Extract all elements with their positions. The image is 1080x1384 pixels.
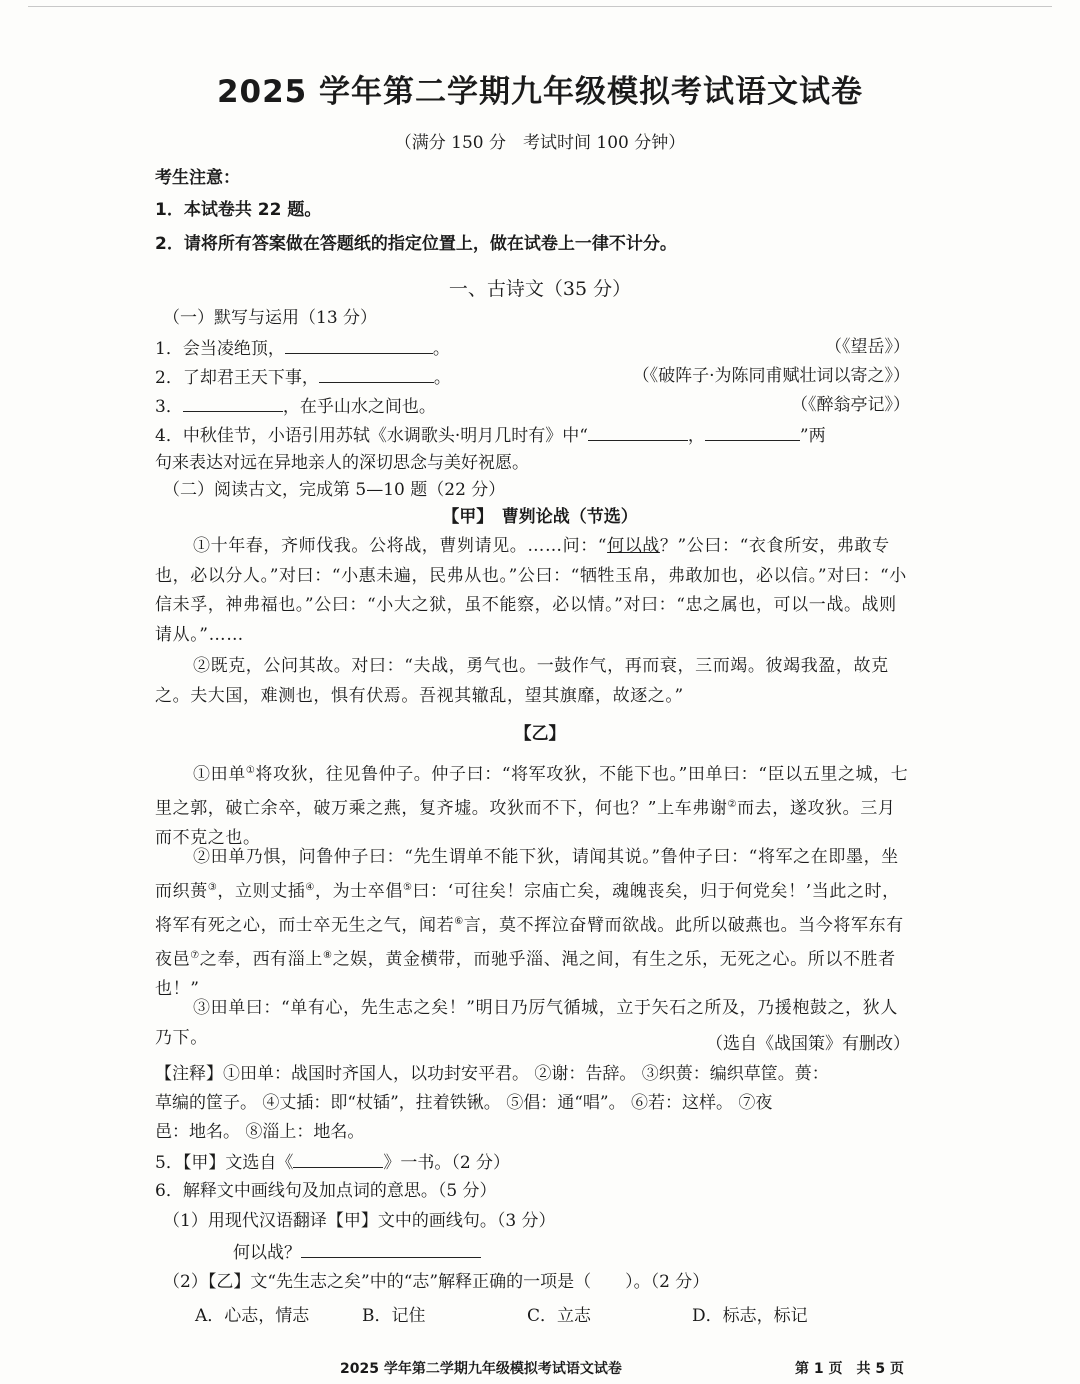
q1-source: （《望岳》） bbox=[825, 337, 910, 357]
yi-p2-a: ②田单乃惧，问鲁仲子曰：“先生谓单不能下狄，请闻其说。”鲁仲子曰：“将军之在即墨，坐而织蒉 bbox=[155, 847, 899, 902]
page-number: 第 1 页 共 5 页 bbox=[795, 1361, 904, 1377]
note-marker: ③ bbox=[207, 881, 218, 893]
answer-blank[interactable] bbox=[293, 1151, 383, 1168]
answer-blank[interactable] bbox=[705, 424, 800, 441]
passage-jia-p2: ②既克，公问其故。对曰：“夫战，勇气也。一鼓作气，再而衰，三而竭。彼竭我盈，故克之。夫大国，难测也，惧有伏焉。吾视其辙乱，望其旗靡，故逐之。” bbox=[155, 656, 889, 706]
passage-yi-title: 【乙】 bbox=[514, 724, 566, 744]
jia-p1-start: ①十年春，齐师伐我。公将战，曹刿请见。……问：“ bbox=[193, 536, 608, 556]
yi-p2-g: 之娱，黄金横带，而驰乎淄、渑之间，有生之乐，无死之心。所以不胜者也！” bbox=[155, 949, 896, 999]
note-marker: ⑧ bbox=[322, 949, 333, 961]
notice-heading: 考生注意： bbox=[155, 168, 240, 188]
question-4 bbox=[155, 424, 826, 446]
yi-p2-d: 曰：‘可往矣！宗庙亡矣，魂魄丧矣，归于何党矣！’当此之时，将军有死之心，而士卒无生之气，闻若 bbox=[155, 881, 900, 936]
q5-text: 5．【甲】文选自《 bbox=[155, 1153, 294, 1173]
q2-source: （《破阵子·为陈同甫赋壮词以寄之》） bbox=[632, 366, 910, 386]
part2-heading: （二）阅读古文，完成第 5—10 题（22 分） bbox=[163, 480, 506, 500]
passage-jia-title: 【甲】 曹刿论战（节选） bbox=[442, 507, 638, 527]
section-heading: 一、古诗文（35 分） bbox=[448, 278, 632, 300]
note-marker: ④ bbox=[305, 881, 315, 893]
q3-end: ，在乎山水之间也。 bbox=[282, 397, 436, 417]
q4-text: 4．中秋佳节，小语引用苏轼《水调歌头·明月几时有》中“ bbox=[155, 426, 588, 446]
question-3 bbox=[155, 395, 436, 417]
yi-p2-c: ，为士卒倡 bbox=[314, 881, 403, 902]
subtitle: （满分 150 分 考试时间 100 分钟） bbox=[394, 133, 686, 153]
q5-end: 》一书。（2 分） bbox=[383, 1153, 511, 1173]
footer-title: 2025 学年第二学期九年级模拟考试语文试卷 bbox=[340, 1361, 622, 1377]
question-6: 6．解释文中画线句及加点词的意思。（5 分） bbox=[155, 1181, 497, 1201]
option-b[interactable]: B．记住 bbox=[362, 1306, 426, 1326]
note-marker: ⑥ bbox=[454, 915, 464, 927]
underlined-sentence: 何以战 bbox=[607, 536, 660, 556]
notes-line-3: 邑：地名。 ⑧淄上：地名。 bbox=[155, 1122, 365, 1142]
notice-item-1: 1．本试卷共 22 题。 bbox=[155, 200, 322, 220]
question-6-1-answer bbox=[233, 1241, 481, 1263]
question-2 bbox=[155, 366, 451, 388]
question-5 bbox=[155, 1151, 510, 1173]
q4-tail: ”两 bbox=[799, 426, 826, 446]
page-title: 2025 学年第二学期九年级模拟考试语文试卷 bbox=[216, 74, 864, 110]
passage-yi-p1 bbox=[155, 756, 910, 854]
q2-text: 2．了却君王天下事， bbox=[155, 368, 319, 388]
option-a[interactable]: A．心志，情志 bbox=[195, 1306, 310, 1326]
q2-end: 。 bbox=[433, 368, 451, 388]
q4-comma: ， bbox=[687, 426, 705, 446]
answer-blank[interactable] bbox=[301, 1241, 481, 1258]
passage-source: （选自《战国策》有删改） bbox=[706, 1034, 910, 1054]
question-6-2: （2）【乙】文“先生志之矣”中的“志”解释正确的一项是（ ）。（2 分） bbox=[163, 1272, 710, 1292]
note-marker: ② bbox=[727, 799, 738, 811]
passage-yi-p2 bbox=[155, 843, 910, 1004]
answer-blank[interactable] bbox=[183, 395, 283, 412]
notes-line-2: 草编的筐子。 ④丈插：即“杖锸”，拄着铁锹。 ⑤倡：通“唱”。 ⑥若：这样。 ⑦夜 bbox=[155, 1093, 773, 1113]
yi-p2-f: 之奉，西有淄上 bbox=[199, 949, 323, 970]
note-marker: ① bbox=[245, 765, 256, 776]
question-1 bbox=[155, 337, 450, 359]
q6-1-prompt: 何以战？ bbox=[233, 1243, 301, 1263]
yi-p1-a: ①田单 bbox=[193, 764, 246, 785]
passage-jia-p1 bbox=[155, 532, 910, 650]
answer-blank[interactable] bbox=[285, 337, 433, 354]
notice-item-2: 2．请将所有答案做在答题纸的指定位置上，做在试卷上一律不计分。 bbox=[155, 234, 677, 254]
option-d[interactable]: D．标志，标记 bbox=[692, 1306, 808, 1326]
part1-heading: （一）默写与运用（13 分） bbox=[163, 308, 378, 328]
q3-source: （《醉翁亭记》） bbox=[791, 395, 910, 415]
q1-end: 。 bbox=[432, 339, 450, 359]
passage-yi-p3: ③田单曰：“单有心，先生志之矣！”明日乃厉气循城，立于矢石之所及，乃援枹鼓之，狄人乃下。 bbox=[155, 998, 898, 1048]
yi-p1-b: 将攻狄，往见鲁仲子。仲子曰：“将军攻狄，不能下也。”田单曰：“臣以五里之城，七里之郭，破亡余卒，破万乘之燕，复齐墟。攻狄而不下，何也？”上车弗谢 bbox=[155, 764, 909, 819]
q3-text: 3． bbox=[155, 397, 183, 417]
jia-p1-rest: ？”公曰：“衣食所安，弗敢专也，必以分人。”对曰：“小惠未遍，民弗从也。”公曰：“牺牲玉帛，弗敢加也，必以信。”对曰：“小信未孚，神弗福也。”公曰：“小大之狱，虽不能察，必以情。”对曰：“忠之属也，可以一战。战则请从。”…… bbox=[155, 536, 907, 645]
notes-line-1: 【注释】①田单：战国时齐国人，以功封安平君。 ②谢：告辞。 ③织蒉：编织草筐。蒉： bbox=[155, 1064, 829, 1084]
q1-text: 1．会当凌绝顶， bbox=[155, 339, 285, 359]
note-marker: ⑤ bbox=[402, 881, 413, 893]
answer-blank[interactable] bbox=[588, 424, 688, 441]
yi-p2-e: 言，莫不挥泣奋臂而欲战。此所以破燕也。当今将军东有夜邑 bbox=[155, 915, 904, 970]
top-border bbox=[28, 6, 1052, 7]
answer-blank[interactable] bbox=[319, 366, 434, 383]
yi-p1-c: 而去，遂攻狄。三月而不克之也。 bbox=[155, 798, 896, 849]
question-4-cont: 句来表达对远在异地亲人的深切思念与美好祝愿。 bbox=[155, 453, 529, 473]
question-6-1: （1）用现代汉语翻译【甲】文中的画线句。（3 分） bbox=[163, 1211, 556, 1231]
yi-p2-b: ，立则丈插 bbox=[217, 881, 306, 902]
note-marker: ⑦ bbox=[190, 949, 200, 961]
option-c[interactable]: C．立志 bbox=[527, 1306, 592, 1326]
